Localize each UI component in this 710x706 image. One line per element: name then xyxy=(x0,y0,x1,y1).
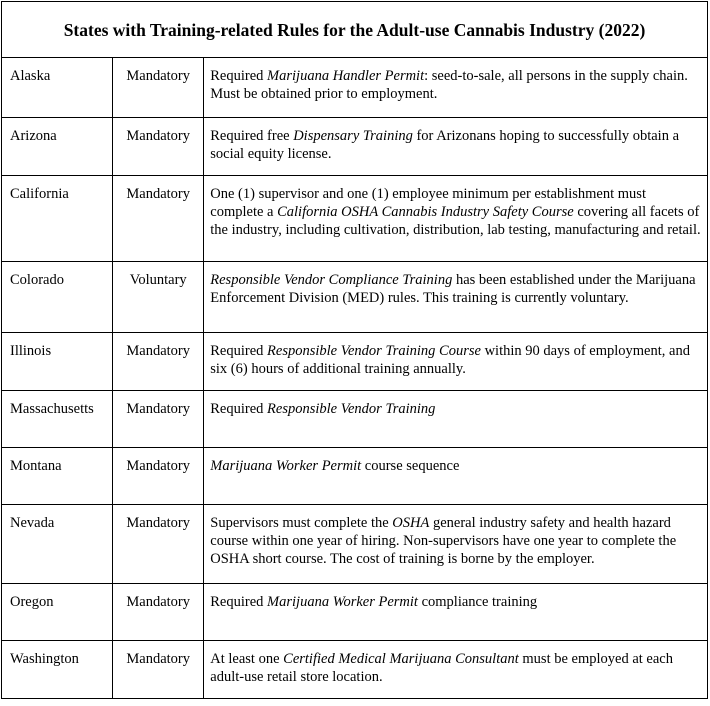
training-rules-table xyxy=(1,1,708,699)
program-name: Certified Medical Marijuana Consultant xyxy=(283,651,519,667)
table-row xyxy=(2,118,708,176)
rule-status: Mandatory xyxy=(126,343,191,359)
status-cell xyxy=(113,176,204,262)
table-body xyxy=(2,2,708,699)
description-cell xyxy=(204,584,708,641)
description-text: At least one xyxy=(210,651,284,667)
description-cell xyxy=(204,333,708,391)
program-name: Marijuana Worker Permit xyxy=(210,458,362,474)
rule-status: Mandatory xyxy=(126,68,191,84)
rule-status: Mandatory xyxy=(126,594,191,610)
title-row xyxy=(2,2,708,58)
description-text: Required xyxy=(210,594,268,610)
description-text: One (1) supervisor and one (1) employee minimum per establishment must complete a xyxy=(210,186,646,220)
rule-status: Mandatory xyxy=(126,128,191,144)
description-text: general industry safety and health hazard course within one year of hiring. Non-supervisors have one year to complete the OSHA short course. The cost of training is borne by the employer. xyxy=(210,515,677,567)
program-name: Responsible Vendor Compliance Training xyxy=(210,272,453,288)
state-cell xyxy=(2,584,113,641)
state-name: California xyxy=(10,186,69,202)
description-text: covering all facets of the industry, including cultivation, distribution, lab testing, manufacturing and retail. xyxy=(210,204,701,238)
table-row xyxy=(2,262,708,333)
state-cell xyxy=(2,641,113,699)
state-name: Massachusetts xyxy=(10,401,94,417)
table-title: States with Training-related Rules for the Adult-use Cannabis Industry (2022) xyxy=(2,2,708,58)
description-text: within 90 days of employment, and six (6) hours of additional training annually. xyxy=(210,343,690,377)
program-name: Marijuana Handler Permit xyxy=(267,68,425,84)
description-cell xyxy=(204,176,708,262)
state-cell xyxy=(2,333,113,391)
program-name: Dispensary Training xyxy=(293,128,413,144)
state-cell xyxy=(2,391,113,448)
status-cell xyxy=(113,584,204,641)
description-cell xyxy=(204,448,708,505)
status-cell xyxy=(113,641,204,699)
rule-description xyxy=(204,505,707,576)
description-text: compliance training xyxy=(417,594,538,610)
description-text: course sequence xyxy=(361,458,460,474)
table-row xyxy=(2,584,708,641)
description-cell xyxy=(204,641,708,699)
description-text: : seed-to-sale, all persons in the supply chain. Must be obtained prior to employment. xyxy=(210,68,688,102)
rule-status: Mandatory xyxy=(126,651,191,667)
rule-description xyxy=(204,448,707,483)
state-name: Colorado xyxy=(10,272,64,288)
state-cell xyxy=(2,262,113,333)
description-text: Required xyxy=(210,343,268,359)
state-cell xyxy=(2,505,113,584)
rule-status: Mandatory xyxy=(126,515,191,531)
state-name: Nevada xyxy=(10,515,55,531)
state-name: Illinois xyxy=(10,343,52,359)
description-text: Supervisors must complete the xyxy=(210,515,393,531)
rule-description xyxy=(204,391,707,426)
description-cell xyxy=(204,391,708,448)
status-cell xyxy=(113,262,204,333)
description-cell xyxy=(204,58,708,118)
table-row xyxy=(2,448,708,505)
status-cell xyxy=(113,333,204,391)
state-cell xyxy=(2,118,113,176)
state-name: Alaska xyxy=(10,68,51,84)
status-cell xyxy=(113,58,204,118)
state-name: Arizona xyxy=(10,128,57,144)
description-text: Required xyxy=(210,68,268,84)
rule-description xyxy=(204,641,707,694)
rule-status: Mandatory xyxy=(126,186,191,202)
description-cell xyxy=(204,505,708,584)
description-text: for Arizonans hoping to successfully obtain a social equity license. xyxy=(210,128,680,162)
program-name: Responsible Vendor Training xyxy=(267,401,436,417)
status-cell xyxy=(113,448,204,505)
state-cell xyxy=(2,176,113,262)
status-cell xyxy=(113,391,204,448)
program-name: Marijuana Worker Permit xyxy=(267,594,418,610)
program-name: California OSHA Cannabis Industry Safety Course xyxy=(277,204,574,220)
table-row xyxy=(2,333,708,391)
table-row xyxy=(2,391,708,448)
rule-description xyxy=(204,584,707,619)
description-cell xyxy=(204,118,708,176)
description-text: Required free xyxy=(210,128,294,144)
state-cell xyxy=(2,448,113,505)
rule-status: Mandatory xyxy=(126,401,191,417)
state-name: Washington xyxy=(10,651,79,667)
rule-status: Voluntary xyxy=(129,272,187,288)
rule-description xyxy=(204,58,707,111)
description-text: must be employed at each adult-use retail store location. xyxy=(210,651,673,685)
state-cell xyxy=(2,58,113,118)
program-name: Responsible Vendor Training Course xyxy=(267,343,481,359)
table-row xyxy=(2,505,708,584)
program-name: OSHA xyxy=(392,515,430,531)
description-text: Required xyxy=(210,401,268,417)
rule-description xyxy=(204,118,707,171)
description-text: has been established under the Marijuana Enforcement Division (MED) rules. This training is currently voluntary. xyxy=(210,272,696,306)
state-name: Oregon xyxy=(10,594,54,610)
table-row xyxy=(2,58,708,118)
state-name: Montana xyxy=(10,458,62,474)
rule-description xyxy=(204,176,707,247)
table-row xyxy=(2,176,708,262)
rule-description xyxy=(204,333,707,386)
rule-description xyxy=(204,262,707,315)
status-cell xyxy=(113,118,204,176)
rule-status: Mandatory xyxy=(126,458,191,474)
status-cell xyxy=(113,505,204,584)
description-cell xyxy=(204,262,708,333)
table-row xyxy=(2,641,708,699)
